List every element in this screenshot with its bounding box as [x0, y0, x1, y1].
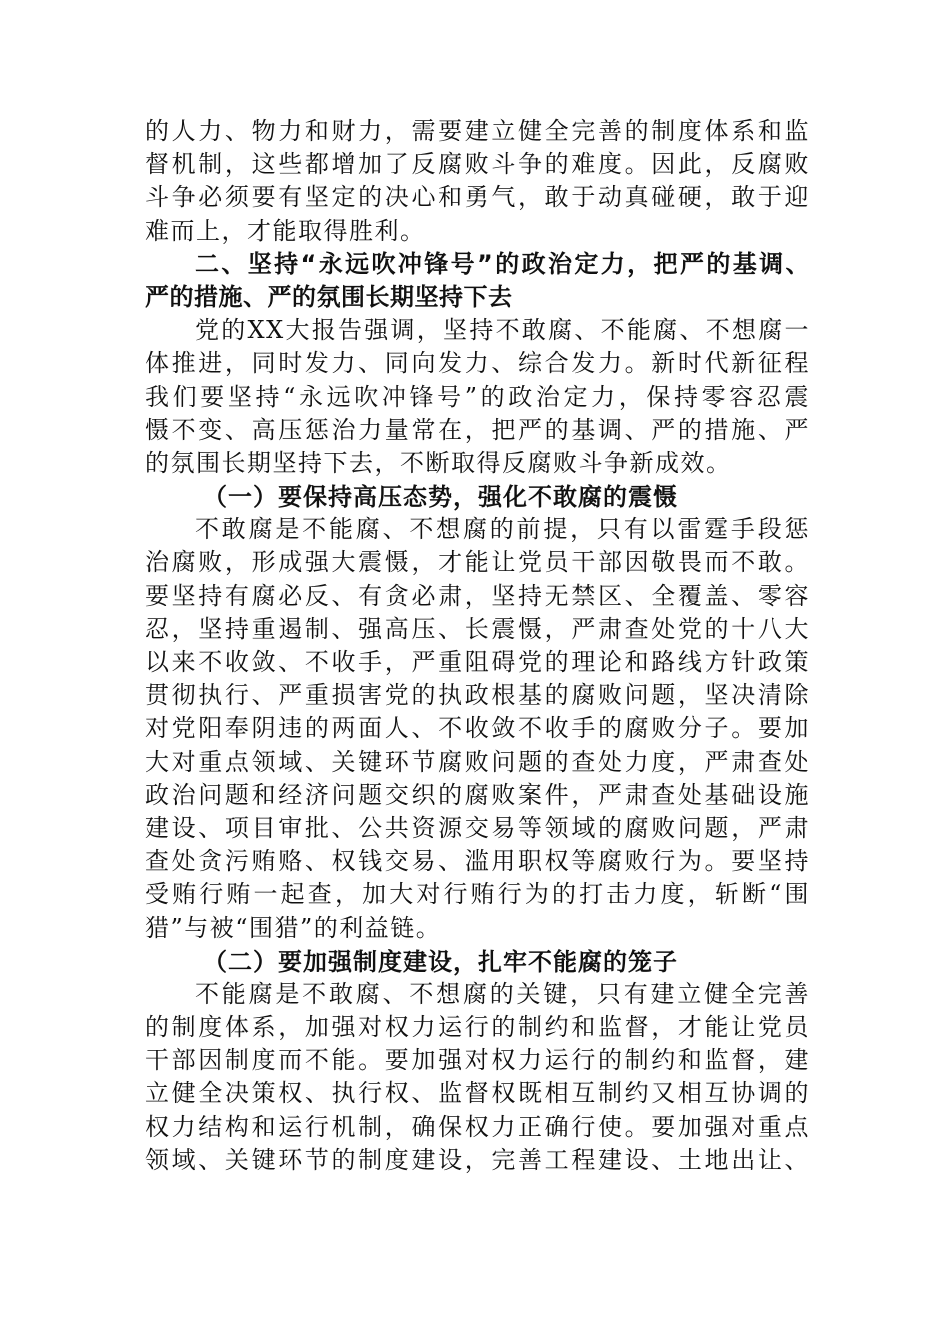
paragraph-2: [145, 314, 810, 480]
text-line: 的氛围长期坚持下去，不断取得反腐败斗争新成效。: [145, 448, 732, 477]
text-line: 党的XX大报告强调，坚持不敢腐、不能腐、不想腐一: [195, 316, 810, 345]
text-line: 领域、关键环节的制度建设，完善工程建设、土地出让、: [145, 1145, 810, 1174]
text-line: 以来不收敛、不收手，严重阻碍党的理论和路线方针政策: [145, 648, 810, 676]
paragraph-4: [145, 978, 810, 1177]
text-line: 建设、项目审批、公共资源交易等领域的腐败问题，严肃: [145, 813, 810, 842]
text-line: 督机制，这些都增加了反腐败斗争的难度。因此，反腐败: [145, 150, 810, 179]
text-line: 立健全决策权、执行权、监督权既相互制约又相互协调的: [145, 1079, 810, 1108]
heading-line: 严的措施、严的氛围长期坚持下去: [145, 282, 513, 311]
text-line: 政治问题和经济问题交织的腐败案件，严肃查处基础设施: [145, 780, 810, 809]
section-heading-2: [145, 248, 810, 314]
subsection-heading-2: （二）要加强制度建设，扎牢不能腐的笼子: [203, 946, 678, 976]
subsection-heading-1: （一）要保持高压态势，强化不敢腐的震慑: [203, 482, 678, 512]
paragraph-1: [145, 115, 810, 248]
text-line: 的制度体系，加强对权力运行的制约和监督，才能让党员: [145, 1013, 810, 1042]
text-line: 不敢腐是不能腐、不想腐的前提，只有以雷霆手段惩: [195, 515, 810, 544]
text-line: 不能腐是不敢腐、不想腐的关键，只有建立健全完善: [195, 979, 810, 1008]
text-line: 忍，坚持重遏制、强高压、长震慑，严肃查处党的十八大: [145, 614, 810, 643]
text-line: 猎”与被“围猎”的利益链。: [145, 913, 442, 942]
text-line: 要坚持有腐必反、有贪必肃，坚持无禁区、全覆盖、零容: [145, 581, 810, 610]
text-line: 慑不变、高压惩治力量常在，把严的基调、严的措施、严: [145, 415, 810, 444]
text-line: 斗争必须要有坚定的决心和勇气，敢于动真碰硬，敢于迎: [145, 183, 810, 212]
text-line: 体推进，同时发力、同向发力、综合发力。新时代新征程: [145, 349, 810, 378]
text-line: 难而上，才能取得胜利。: [145, 216, 426, 245]
text-line: 对党阳奉阴违的两面人、不收敛不收手的腐败分子。要加: [145, 714, 810, 743]
document-page: [145, 115, 810, 1177]
heading-line: 二、坚持“永远吹冲锋号”的政治定力，把严的基调、: [195, 249, 810, 278]
text-line: 干部因制度而不能。要加强对权力运行的制约和监督，建: [145, 1046, 810, 1075]
text-line: 的人力、物力和财力，需要建立健全完善的制度体系和监: [145, 117, 810, 145]
text-line: 治腐败，形成强大震慑，才能让党员干部因敬畏而不敢。: [145, 548, 810, 577]
paragraph-3: [145, 513, 810, 944]
text-line: 受贿行贿一起查，加大对行贿行为的打击力度，斩断“围: [145, 880, 810, 909]
text-line: 查处贪污贿赂、权钱交易、滥用职权等腐败行为。要坚持: [145, 847, 810, 876]
text-line: 我们要坚持“永远吹冲锋号”的政治定力，保持零容忍震: [145, 382, 810, 411]
text-line: 大对重点领域、关键环节腐败问题的查处力度，严肃查处: [145, 747, 810, 776]
text-line: 权力结构和运行机制，确保权力正确行使。要加强对重点: [145, 1112, 810, 1141]
text-line: 贯彻执行、严重损害党的执政根基的腐败问题，坚决清除: [145, 681, 810, 710]
